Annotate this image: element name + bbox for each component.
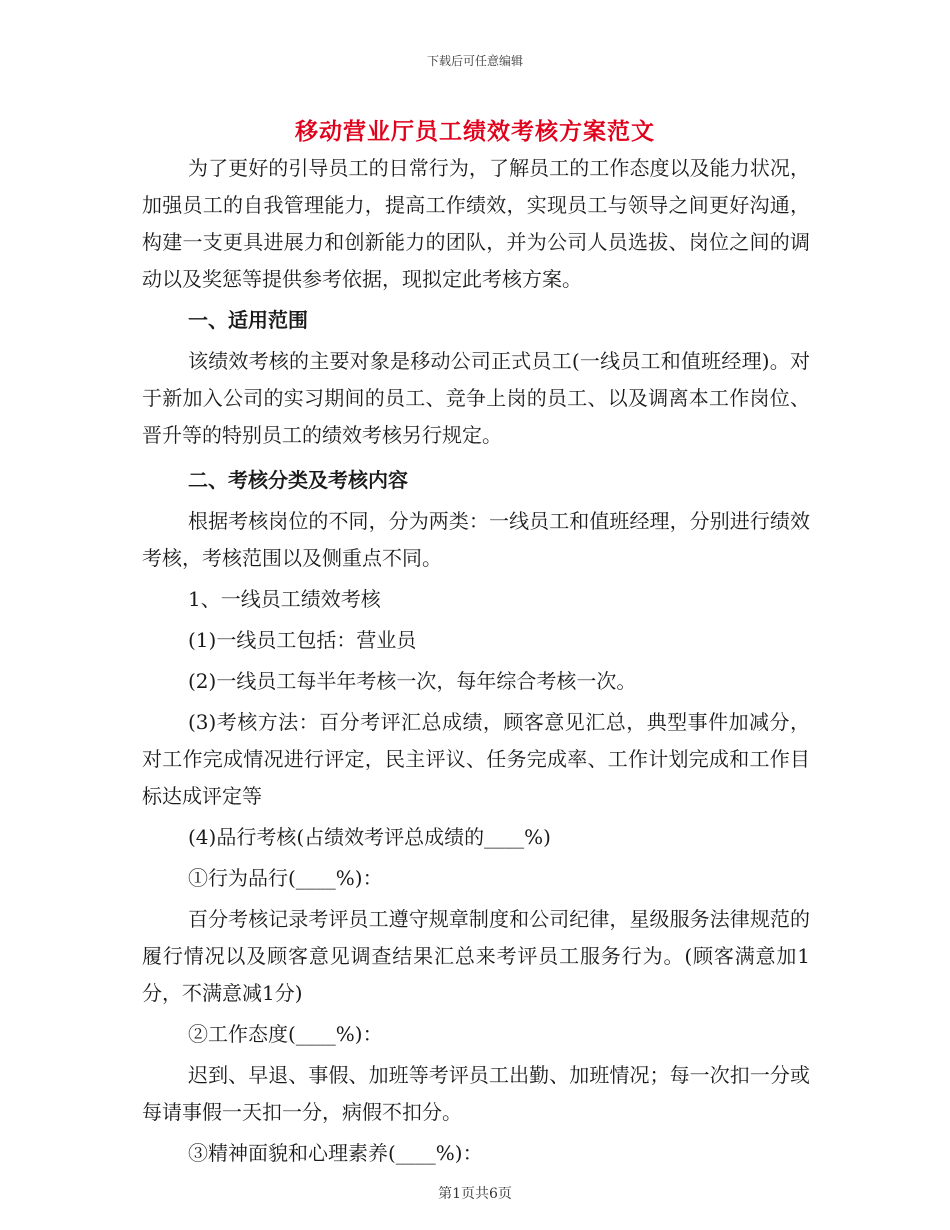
section-heading-scope: 一、适用范围: [188, 308, 308, 332]
header-note: 下载后可任意编辑: [426, 54, 523, 68]
sub-item-spirit: ③精神面貌和心理素养(____%)：: [188, 1141, 483, 1165]
scope-paragraph: 该绩效考核的主要对象是移动公司正式员工(一线员工和值班经理)。对于新加入公司的实习期间的员工、竞争上岗的员工、以及调离本工作岗位、晋升等的特别员工的绩效考核另行规定。: [142, 349, 810, 447]
item-1: (1)一线员工包括：营业员: [188, 628, 417, 652]
categories-paragraph: 根据考核岗位的不同，分为两类：一线员工和值班经理，分别进行绩效考核，考核范围以及侧重点不同。: [142, 509, 810, 570]
attitude-paragraph: 迟到、早退、事假、加班等考评员工出勤、加班情况；每一次扣一分或每请事假一天扣一分，病假不扣分。: [142, 1063, 810, 1124]
sub-item-behavior: ①行为品行(____%)：: [188, 866, 383, 890]
document-body: [142, 150, 810, 1172]
intro-paragraph: 为了更好的引导员工的日常行为，了解员工的工作态度以及能力状况，加强员工的自我管理能力，提高工作绩效，实现员工与领导之间更好沟通，构建一支更具进展力和创新能力的团队，并为公司人员选拔、岗位之间的调动以及奖惩等提供参考依据，现拟定此考核方案。: [142, 156, 810, 291]
subsection-frontline: 1、一线员工绩效考核: [188, 587, 381, 611]
section-heading-categories: 二、考核分类及考核内容: [188, 468, 408, 492]
item-2: (2)一线员工每半年考核一次，每年综合考核一次。: [188, 669, 637, 693]
page-footer: 第1页共6页: [438, 1186, 512, 1202]
item-4: (4)品行考核(占绩效考评总成绩的____%): [188, 825, 551, 849]
document-title: 移动营业厅员工绩效考核方案范文: [295, 118, 655, 145]
sub-item-attitude: ②工作态度(____%)：: [188, 1022, 383, 1046]
item-3: (3)考核方法：百分考评汇总成绩，顾客意见汇总，典型事件加减分，对工作完成情况进行评定，民主评议、任务完成率、工作计划完成和工作目标达成评定等: [142, 710, 810, 808]
behavior-paragraph: 百分考核记录考评员工遵守规章制度和公司纪律，星级服务法律规范的履行情况以及顾客意见调查结果汇总来考评员工服务行为。(顾客满意加1分，不满意减1分): [142, 907, 810, 1005]
